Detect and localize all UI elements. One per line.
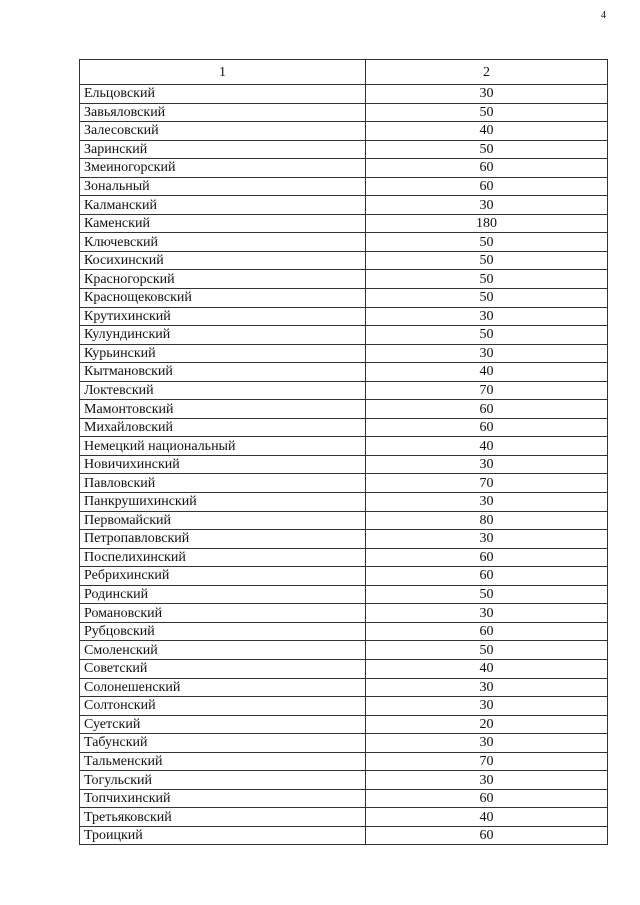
district-name-cell: Поспелихинский xyxy=(80,548,366,567)
value-cell: 40 xyxy=(366,363,608,382)
value-cell: 50 xyxy=(366,289,608,308)
table-row xyxy=(80,678,608,697)
district-name-cell: Родинский xyxy=(80,585,366,604)
table-row xyxy=(80,196,608,215)
table-row xyxy=(80,344,608,363)
value-cell: 30 xyxy=(366,734,608,753)
table-row xyxy=(80,85,608,104)
district-name-cell: Солонешенский xyxy=(80,678,366,697)
value-cell: 50 xyxy=(366,140,608,159)
district-name-cell: Павловский xyxy=(80,474,366,493)
table-row xyxy=(80,567,608,586)
header-row xyxy=(80,60,608,85)
table-row xyxy=(80,122,608,141)
district-name-cell: Смоленский xyxy=(80,641,366,660)
column-header-2: 2 xyxy=(366,60,608,85)
table-row xyxy=(80,103,608,122)
value-cell: 30 xyxy=(366,697,608,716)
district-name-cell: Косихинский xyxy=(80,251,366,270)
table-row xyxy=(80,697,608,716)
value-cell: 30 xyxy=(366,344,608,363)
table-row xyxy=(80,715,608,734)
value-cell: 50 xyxy=(366,251,608,270)
value-cell: 30 xyxy=(366,678,608,697)
table-row xyxy=(80,771,608,790)
value-cell: 60 xyxy=(366,826,608,845)
table-row xyxy=(80,326,608,345)
value-cell: 40 xyxy=(366,437,608,456)
district-name-cell: Кулундинский xyxy=(80,326,366,345)
table-row xyxy=(80,493,608,512)
value-cell: 30 xyxy=(366,493,608,512)
value-cell: 70 xyxy=(366,381,608,400)
table-row xyxy=(80,530,608,549)
value-cell: 50 xyxy=(366,270,608,289)
value-cell: 180 xyxy=(366,214,608,233)
district-name-cell: Завьяловский xyxy=(80,103,366,122)
district-name-cell: Крутихинский xyxy=(80,307,366,326)
table-row xyxy=(80,418,608,437)
value-cell: 60 xyxy=(366,548,608,567)
table-row xyxy=(80,140,608,159)
table-row xyxy=(80,585,608,604)
table-row xyxy=(80,400,608,419)
table-row xyxy=(80,789,608,808)
value-cell: 40 xyxy=(366,122,608,141)
table-row xyxy=(80,622,608,641)
table-row xyxy=(80,289,608,308)
table-row xyxy=(80,808,608,827)
district-name-cell: Калманский xyxy=(80,196,366,215)
value-cell: 60 xyxy=(366,567,608,586)
value-cell: 40 xyxy=(366,659,608,678)
value-cell: 70 xyxy=(366,752,608,771)
value-cell: 30 xyxy=(366,85,608,104)
district-name-cell: Советский xyxy=(80,659,366,678)
district-name-cell: Заринский xyxy=(80,140,366,159)
table-row xyxy=(80,455,608,474)
district-name-cell: Табунский xyxy=(80,734,366,753)
district-name-cell: Локтевский xyxy=(80,381,366,400)
district-name-cell: Каменский xyxy=(80,214,366,233)
table-row xyxy=(80,307,608,326)
value-cell: 40 xyxy=(366,808,608,827)
table-row xyxy=(80,177,608,196)
table-row xyxy=(80,437,608,456)
value-cell: 30 xyxy=(366,604,608,623)
district-name-cell: Красногорский xyxy=(80,270,366,289)
district-name-cell: Романовский xyxy=(80,604,366,623)
table-row xyxy=(80,511,608,530)
table-header xyxy=(80,60,608,85)
district-name-cell: Михайловский xyxy=(80,418,366,437)
table-row xyxy=(80,604,608,623)
district-table xyxy=(79,59,608,845)
table-row xyxy=(80,159,608,178)
value-cell: 30 xyxy=(366,196,608,215)
district-name-cell: Кытмановский xyxy=(80,363,366,382)
table-row xyxy=(80,270,608,289)
value-cell: 50 xyxy=(366,103,608,122)
district-name-cell: Топчихинский xyxy=(80,789,366,808)
district-name-cell: Тальменский xyxy=(80,752,366,771)
table-row xyxy=(80,214,608,233)
table-row xyxy=(80,381,608,400)
district-name-cell: Ребрихинский xyxy=(80,567,366,586)
table-row xyxy=(80,251,608,270)
value-cell: 30 xyxy=(366,530,608,549)
district-name-cell: Третьяковский xyxy=(80,808,366,827)
district-name-cell: Курьинский xyxy=(80,344,366,363)
value-cell: 30 xyxy=(366,307,608,326)
table-row xyxy=(80,363,608,382)
district-name-cell: Солтонский xyxy=(80,697,366,716)
value-cell: 30 xyxy=(366,455,608,474)
value-cell: 50 xyxy=(366,326,608,345)
value-cell: 60 xyxy=(366,622,608,641)
table-row xyxy=(80,233,608,252)
value-cell: 60 xyxy=(366,159,608,178)
table-row xyxy=(80,474,608,493)
district-name-cell: Первомайский xyxy=(80,511,366,530)
value-cell: 70 xyxy=(366,474,608,493)
district-name-cell: Немецкий национальный xyxy=(80,437,366,456)
value-cell: 80 xyxy=(366,511,608,530)
district-name-cell: Новичихинский xyxy=(80,455,366,474)
value-cell: 30 xyxy=(366,771,608,790)
table-body xyxy=(80,85,608,845)
district-name-cell: Суетский xyxy=(80,715,366,734)
district-name-cell: Троицкий xyxy=(80,826,366,845)
table-row xyxy=(80,548,608,567)
district-name-cell: Панкрушихинский xyxy=(80,493,366,512)
district-name-cell: Тогульский xyxy=(80,771,366,790)
value-cell: 20 xyxy=(366,715,608,734)
district-name-cell: Мамонтовский xyxy=(80,400,366,419)
table-row xyxy=(80,659,608,678)
district-name-cell: Краснощековский xyxy=(80,289,366,308)
district-name-cell: Змеиногорский xyxy=(80,159,366,178)
value-cell: 60 xyxy=(366,789,608,808)
table-row xyxy=(80,641,608,660)
district-name-cell: Залесовский xyxy=(80,122,366,141)
district-name-cell: Зональный xyxy=(80,177,366,196)
value-cell: 60 xyxy=(366,400,608,419)
district-name-cell: Ключевский xyxy=(80,233,366,252)
page-number: 4 xyxy=(601,10,606,21)
district-name-cell: Ельцовский xyxy=(80,85,366,104)
table-row xyxy=(80,826,608,845)
value-cell: 60 xyxy=(366,177,608,196)
value-cell: 60 xyxy=(366,418,608,437)
table-row xyxy=(80,752,608,771)
district-name-cell: Рубцовский xyxy=(80,622,366,641)
value-cell: 50 xyxy=(366,233,608,252)
value-cell: 50 xyxy=(366,585,608,604)
column-header-1: 1 xyxy=(80,60,366,85)
district-name-cell: Петропавловский xyxy=(80,530,366,549)
table-row xyxy=(80,734,608,753)
value-cell: 50 xyxy=(366,641,608,660)
